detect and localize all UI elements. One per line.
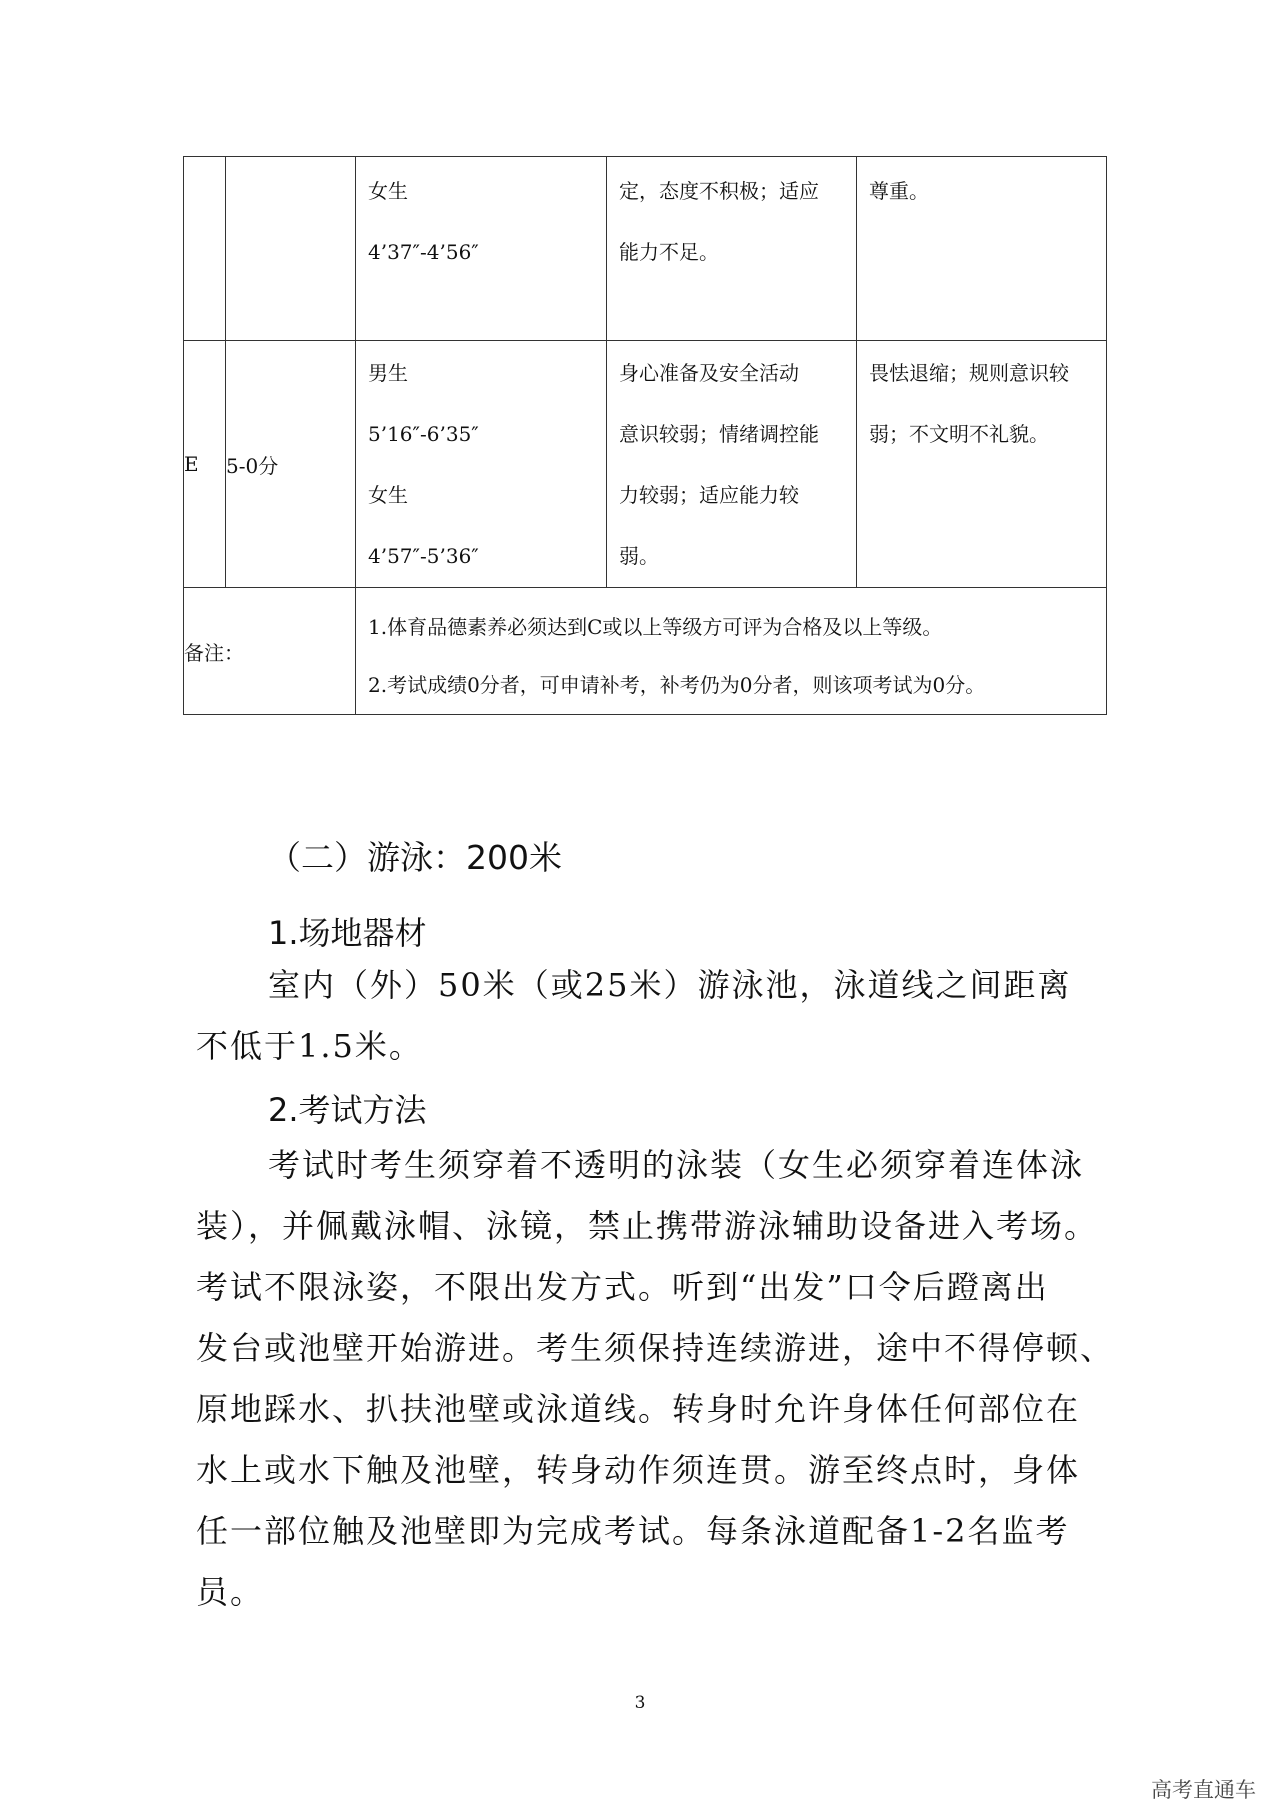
grade-cell: E (184, 341, 226, 588)
paragraph-line: 发台或池壁开始游进。考生须保持连续游进，途中不得停顿、 (196, 1329, 1115, 1367)
paragraph-line: 室内（外）50米（或25米）游泳池，泳道线之间距离 (268, 966, 1072, 1004)
table-row-e (184, 341, 1107, 588)
moral-cell (857, 341, 1107, 588)
mental-line: 弱。 (619, 544, 659, 568)
paragraph-line: 任一部位触及池壁即为完成考试。每条泳道配备1-2名监考 (196, 1512, 1070, 1550)
paragraph-line: 不低于1.5米。 (196, 1027, 423, 1065)
time-line: 女生 (368, 179, 408, 203)
mental-line: 定，态度不积极；适应 (619, 179, 819, 203)
time-line: 4’37″-4’56″ (368, 240, 479, 264)
method-paragraph (196, 1135, 1115, 1623)
mental-line: 能力不足。 (619, 240, 719, 264)
subsection-heading-venue: 1.场地器材 (268, 914, 427, 952)
mental-line: 力较弱；适应能力较 (619, 483, 799, 507)
venue-paragraph (196, 955, 1096, 1077)
mental-cell (607, 341, 857, 588)
mental-line: 意识较弱；情绪调控能 (619, 422, 819, 446)
time-line: 5’16″-6’35″ (368, 422, 479, 446)
table-row-d-continued (184, 157, 1107, 341)
time-cell (356, 157, 607, 341)
score-cell: 5-0分 (226, 341, 356, 588)
paragraph-line: 原地踩水、扒扶池壁或泳道线。转身时允许身体任何部位在 (196, 1390, 1081, 1428)
section-title: （二）游泳：200米 (268, 838, 562, 877)
table-row-notes (184, 588, 1107, 715)
paragraph-line: 员。 (196, 1573, 265, 1611)
grade-cell (184, 157, 226, 341)
notes-label: 备注： (184, 588, 356, 715)
moral-line: 尊重。 (869, 179, 929, 203)
paragraph-line: 装），并佩戴泳帽、泳镜，禁止携带游泳辅助设备进入考场。 (196, 1207, 1099, 1245)
page-number: 3 (634, 1693, 646, 1713)
paragraph-line: 水上或水下触及池壁，转身动作须连贯。游至终点时，身体 (196, 1451, 1081, 1489)
paragraph-line: 考试时考生须穿着不透明的泳装（女生必须穿着连体泳 (268, 1146, 1085, 1184)
time-line: 男生 (368, 361, 408, 385)
moral-line: 畏怯退缩；规则意识较 (869, 361, 1069, 385)
notes-cell (356, 588, 1107, 715)
paragraph-line: 考试不限泳姿，不限出发方式。听到“出发”口令后蹬离出 (196, 1268, 1049, 1306)
score-cell (226, 157, 356, 341)
note-item: 2.考试成绩0分者，可申请补考，补考仍为0分者，则该项考试为0分。 (368, 673, 986, 697)
mental-cell (607, 157, 857, 341)
note-item: 1.体育品德素养必须达到C或以上等级方可评为合格及以上等级。 (368, 615, 943, 639)
time-line: 4’57″-5’36″ (368, 544, 479, 568)
mental-line: 身心准备及安全活动 (619, 361, 799, 385)
time-cell (356, 341, 607, 588)
time-line: 女生 (368, 483, 408, 507)
moral-line: 弱；不文明不礼貌。 (869, 422, 1049, 446)
subsection-heading-method: 2.考试方法 (268, 1091, 427, 1129)
moral-cell (857, 157, 1107, 341)
watermark: 高考直通车 (1151, 1778, 1256, 1802)
grading-table (183, 156, 1107, 715)
